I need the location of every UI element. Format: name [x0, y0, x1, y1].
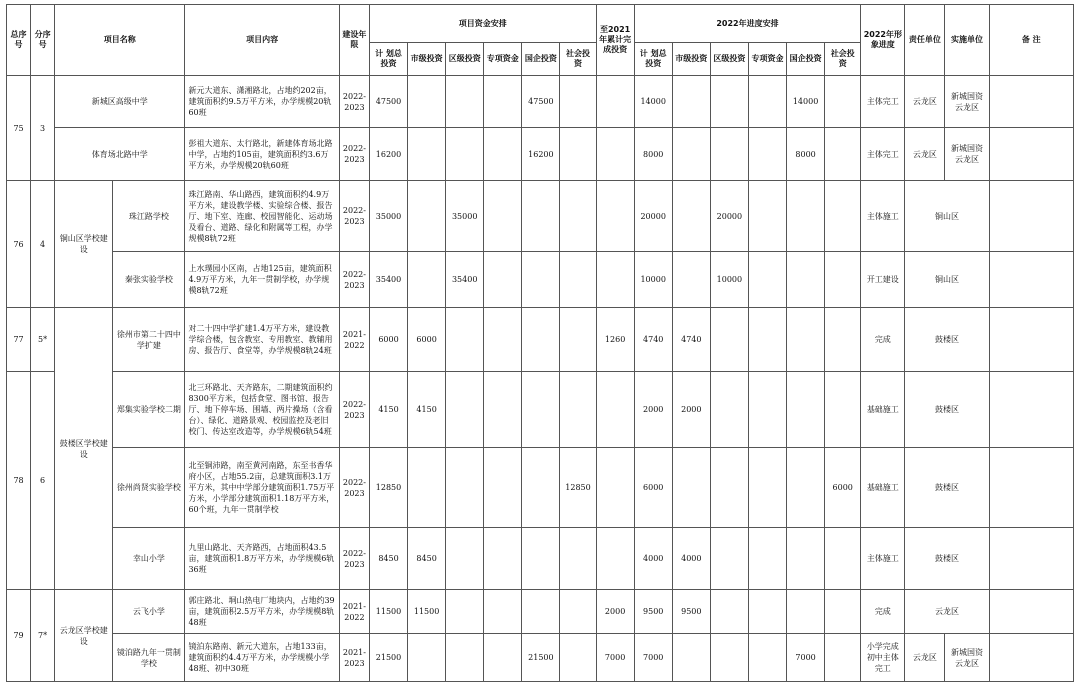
cell-city-invest-2022 [672, 76, 710, 128]
cell-project-name: 徐州尚贤实验学校 [113, 448, 185, 528]
cell-plan-total-2022: 7000 [634, 634, 672, 682]
cell-special-funds [484, 448, 522, 528]
cell-special-funds [484, 252, 522, 308]
cell-total-seq: 79 [7, 590, 31, 682]
cell-responsible-unit: 云龙区 [905, 128, 945, 181]
cell-project-content: 九里山路北、天齐路西，占地面积43.5亩，建筑面积1.8万平方米，办学规模6轨36班 [185, 528, 339, 590]
cell-progress: 基础施工 [861, 448, 905, 528]
cell-state-invest [522, 372, 560, 448]
cell-plan-total-2022: 8000 [634, 128, 672, 181]
cell-remarks [989, 634, 1073, 682]
cell-plan-total: 12850 [369, 448, 407, 528]
cell-cumulative-2021 [596, 448, 634, 528]
cell-project-name: 体育场北路中学 [55, 128, 185, 181]
cell-state-invest [522, 590, 560, 634]
cell-special-funds [484, 590, 522, 634]
cell-unit: 鼓楼区 [905, 448, 989, 528]
cell-progress: 基础施工 [861, 372, 905, 448]
cell-progress: 主体完工 [861, 76, 905, 128]
cell-remarks [989, 372, 1073, 448]
cell-remarks [989, 128, 1073, 181]
cell-district-invest [446, 308, 484, 372]
cell-remarks [989, 181, 1073, 252]
cell-cumulative-2021: 1260 [596, 308, 634, 372]
project-table [6, 4, 1074, 682]
cell-state-invest [522, 448, 560, 528]
cell-sub-seq: 5* [31, 308, 55, 372]
header-plan-total: 计 划总投资 [369, 43, 407, 76]
cell-cumulative-2021 [596, 528, 634, 590]
header-city-invest-2022: 市级投资 [672, 43, 710, 76]
cell-build-years: 2022-2023 [339, 448, 369, 528]
cell-state-invest-2022: 14000 [787, 76, 825, 128]
cell-project-name: 郑集实验学校二期 [113, 372, 185, 448]
cell-unit: 云龙区 [905, 590, 989, 634]
cell-social-invest [560, 181, 596, 252]
header-funding-group: 项目资金安排 [369, 5, 596, 43]
table-row [7, 528, 1074, 590]
table-row [7, 308, 1074, 372]
cell-social-invest-2022 [825, 634, 861, 682]
cell-state-invest [522, 308, 560, 372]
cell-build-years: 2022-2023 [339, 76, 369, 128]
cell-special-funds-2022 [748, 76, 786, 128]
cell-state-invest: 16200 [522, 128, 560, 181]
cell-social-invest [560, 590, 596, 634]
cell-project-name: 新城区高级中学 [55, 76, 185, 128]
cell-social-invest-2022 [825, 372, 861, 448]
cell-social-invest-2022 [825, 76, 861, 128]
cell-build-years: 2021-2022 [339, 308, 369, 372]
cell-project-content: 彭祖大道东、太行路北，新建体育场北路中学，占地约105亩，建筑面积约3.6万平方米，办学规模20轨60班 [185, 128, 339, 181]
cell-social-invest-2022 [825, 128, 861, 181]
cell-state-invest [522, 252, 560, 308]
cell-plan-total: 21500 [369, 634, 407, 682]
cell-social-invest-2022 [825, 308, 861, 372]
table-row [7, 128, 1074, 181]
cell-build-years: 2021-2023 [339, 634, 369, 682]
cell-progress: 完成 [861, 308, 905, 372]
cell-cumulative-2021 [596, 76, 634, 128]
cell-unit: 鼓楼区 [905, 372, 989, 448]
cell-social-invest-2022 [825, 590, 861, 634]
cell-sub-seq: 6 [31, 372, 55, 590]
cell-unit: 铜山区 [905, 252, 989, 308]
cell-project-content: 北三环路北、天齐路东，二期建筑面积约8300平方米，包括食堂、图书馆、报告厅、地下停车场、围墙、两片操场（含看台）、绿化、道路景观、校园监控及老旧校门、传达室改造等，办学规模6轨54班 [185, 372, 339, 448]
cell-social-invest-2022: 6000 [825, 448, 861, 528]
cell-special-funds [484, 528, 522, 590]
header-special-funds: 专项资金 [484, 43, 522, 76]
cell-total-seq: 77 [7, 308, 31, 372]
cell-project-content: 对二十四中学扩建1.4万平方米，建设教学综合楼，包含教室、专用教室、教辅用房、报告厅、食堂等，办学规模8轨24班 [185, 308, 339, 372]
cell-special-funds-2022 [748, 128, 786, 181]
header-plan-total-2022: 计 划总投资 [634, 43, 672, 76]
cell-progress: 开工建设 [861, 252, 905, 308]
cell-special-funds-2022 [748, 308, 786, 372]
cell-district-invest-2022: 20000 [710, 181, 748, 252]
cell-total-seq: 75 [7, 76, 31, 181]
cell-social-invest-2022 [825, 181, 861, 252]
cell-plan-total-2022: 2000 [634, 372, 672, 448]
cell-implementing-unit: 新城国资云龙区 [945, 128, 989, 181]
table-row [7, 590, 1074, 634]
table-row [7, 448, 1074, 528]
cell-city-invest-2022 [672, 448, 710, 528]
header-district-invest: 区级投资 [446, 43, 484, 76]
header-progress-image: 2022年形象进度 [861, 5, 905, 76]
cell-build-years: 2022-2023 [339, 528, 369, 590]
cell-special-funds [484, 128, 522, 181]
cell-social-invest [560, 128, 596, 181]
cell-city-invest [408, 448, 446, 528]
cell-plan-total-2022: 14000 [634, 76, 672, 128]
cell-state-invest: 21500 [522, 634, 560, 682]
cell-project-name: 珠江路学校 [113, 181, 185, 252]
cell-responsible-unit: 云龙区 [905, 76, 945, 128]
cell-sub-seq: 4 [31, 181, 55, 308]
cell-city-invest-2022: 2000 [672, 372, 710, 448]
table-row [7, 181, 1074, 252]
cell-district-invest-2022 [710, 634, 748, 682]
cell-project-content: 新元大道东、潇湘路北，占地约202亩，建筑面积约9.5万平方米，办学规模20轨60班 [185, 76, 339, 128]
cell-district-invest [446, 76, 484, 128]
cell-build-years: 2022-2023 [339, 128, 369, 181]
cell-district-invest [446, 634, 484, 682]
header-build-years: 建设年限 [339, 5, 369, 76]
cell-build-years: 2022-2023 [339, 181, 369, 252]
cell-project-content: 镜泊东路南、新元大道东，占地133亩，建筑面积约4.4万平方米，办学规模小学48班、初中30班 [185, 634, 339, 682]
cell-special-funds-2022 [748, 252, 786, 308]
cell-plan-total: 4150 [369, 372, 407, 448]
cell-project-name: 云飞小学 [113, 590, 185, 634]
cell-plan-total: 16200 [369, 128, 407, 181]
cell-plan-total: 47500 [369, 76, 407, 128]
cell-city-invest-2022: 9500 [672, 590, 710, 634]
cell-responsible-unit: 云龙区 [905, 634, 945, 682]
cell-special-funds-2022 [748, 590, 786, 634]
header-project-content: 项目内容 [185, 5, 339, 76]
cell-total-seq: 78 [7, 372, 31, 590]
cell-plan-total-2022: 6000 [634, 448, 672, 528]
cell-special-funds-2022 [748, 181, 786, 252]
cell-state-invest-2022 [787, 372, 825, 448]
cell-special-funds-2022 [748, 448, 786, 528]
table-row [7, 252, 1074, 308]
cell-total-seq: 76 [7, 181, 31, 308]
cell-district-invest-2022 [710, 76, 748, 128]
cell-social-invest [560, 76, 596, 128]
cell-city-invest-2022: 4740 [672, 308, 710, 372]
cell-city-invest-2022: 4000 [672, 528, 710, 590]
cell-district-invest-2022 [710, 128, 748, 181]
cell-district-invest-2022 [710, 528, 748, 590]
header-special-funds-2022: 专项资金 [748, 43, 786, 76]
cell-social-invest [560, 308, 596, 372]
cell-remarks [989, 590, 1073, 634]
cell-unit: 鼓楼区 [905, 308, 989, 372]
header-district-invest-2022: 区级投资 [710, 43, 748, 76]
cell-state-invest-2022 [787, 590, 825, 634]
cell-special-funds [484, 634, 522, 682]
cell-special-funds-2022 [748, 528, 786, 590]
cell-project-content: 珠江路南、华山路西，建筑面积约4.9万平方米，建设教学楼、实验综合楼、报告厅、地下室、连廊、校园智能化、运动场及看台、道路、绿化和附属等工程，办学规模8轨72班 [185, 181, 339, 252]
cell-special-funds [484, 181, 522, 252]
cell-progress: 主体完工 [861, 128, 905, 181]
header-project-name: 项目名称 [55, 5, 185, 76]
table-row [7, 372, 1074, 448]
cell-implementing-unit: 新城国资云龙区 [945, 634, 989, 682]
cell-special-funds [484, 76, 522, 128]
cell-remarks [989, 308, 1073, 372]
cell-progress: 小学完成初中主体完工 [861, 634, 905, 682]
cell-district-invest-2022 [710, 308, 748, 372]
cell-city-invest: 6000 [408, 308, 446, 372]
cell-social-invest [560, 252, 596, 308]
cell-build-years: 2022-2023 [339, 372, 369, 448]
cell-city-invest [408, 181, 446, 252]
cell-social-invest [560, 372, 596, 448]
cell-district-invest-2022 [710, 590, 748, 634]
cell-project-content: 郭庄路北、垌山热电厂地块内，占地约39亩，建筑面积2.5万平方米，办学规模8轨48班 [185, 590, 339, 634]
cell-cumulative-2021 [596, 181, 634, 252]
cell-unit: 鼓楼区 [905, 528, 989, 590]
cell-cumulative-2021: 7000 [596, 634, 634, 682]
cell-district-invest [446, 372, 484, 448]
cell-progress: 主体施工 [861, 528, 905, 590]
cell-district-invest: 35400 [446, 252, 484, 308]
cell-progress: 主体施工 [861, 181, 905, 252]
group-label-tongshan: 铜山区学校建设 [55, 181, 113, 308]
cell-sub-seq: 7* [31, 590, 55, 682]
cell-project-name: 徐州市第二十四中学扩建 [113, 308, 185, 372]
cell-plan-total: 6000 [369, 308, 407, 372]
cell-remarks [989, 528, 1073, 590]
cell-district-invest [446, 528, 484, 590]
cell-project-name: 秦张实验学校 [113, 252, 185, 308]
header-city-invest: 市级投资 [408, 43, 446, 76]
table-row [7, 634, 1074, 682]
header-social-invest-2022: 社会投资 [825, 43, 861, 76]
header-state-invest-2022: 国企投资 [787, 43, 825, 76]
cell-implementing-unit: 新城国资云龙区 [945, 76, 989, 128]
cell-special-funds [484, 308, 522, 372]
header-social-invest: 社会投资 [560, 43, 596, 76]
cell-district-invest-2022 [710, 448, 748, 528]
cell-remarks [989, 76, 1073, 128]
header-cumulative-2021: 至2021年累计完成投资 [596, 5, 634, 76]
cell-plan-total-2022: 4000 [634, 528, 672, 590]
table-row [7, 76, 1074, 128]
header-progress-2022-group: 2022年进度安排 [634, 5, 861, 43]
cell-plan-total-2022: 20000 [634, 181, 672, 252]
cell-cumulative-2021 [596, 372, 634, 448]
cell-district-invest-2022 [710, 372, 748, 448]
cell-special-funds-2022 [748, 634, 786, 682]
cell-state-invest-2022 [787, 181, 825, 252]
cell-build-years: 2022-2023 [339, 252, 369, 308]
header-total-seq: 总序号 [7, 5, 31, 76]
cell-state-invest-2022: 7000 [787, 634, 825, 682]
cell-state-invest [522, 181, 560, 252]
cell-plan-total-2022: 4740 [634, 308, 672, 372]
header-state-invest: 国企投资 [522, 43, 560, 76]
header-sub-seq: 分序号 [31, 5, 55, 76]
cell-district-invest: 35000 [446, 181, 484, 252]
header-remarks: 备 注 [989, 5, 1073, 76]
cell-state-invest-2022 [787, 252, 825, 308]
cell-social-invest [560, 634, 596, 682]
cell-build-years: 2021-2022 [339, 590, 369, 634]
cell-cumulative-2021 [596, 252, 634, 308]
cell-city-invest: 11500 [408, 590, 446, 634]
cell-state-invest-2022 [787, 528, 825, 590]
cell-city-invest: 8450 [408, 528, 446, 590]
cell-state-invest-2022 [787, 308, 825, 372]
cell-city-invest-2022 [672, 634, 710, 682]
cell-city-invest-2022 [672, 252, 710, 308]
cell-city-invest-2022 [672, 128, 710, 181]
cell-city-invest [408, 76, 446, 128]
cell-state-invest-2022 [787, 448, 825, 528]
cell-state-invest-2022: 8000 [787, 128, 825, 181]
cell-social-invest [560, 528, 596, 590]
cell-project-name: 幸山小学 [113, 528, 185, 590]
cell-district-invest [446, 448, 484, 528]
cell-sub-seq: 3 [31, 76, 55, 181]
cell-district-invest-2022: 10000 [710, 252, 748, 308]
cell-cumulative-2021 [596, 128, 634, 181]
cell-plan-total: 35000 [369, 181, 407, 252]
cell-social-invest-2022 [825, 528, 861, 590]
cell-project-content: 上水璞园小区南，占地125亩，建筑面积4.9万平方米，九年一贯制学校，办学规模8轨72班 [185, 252, 339, 308]
cell-city-invest: 4150 [408, 372, 446, 448]
cell-unit: 铜山区 [905, 181, 989, 252]
cell-plan-total-2022: 10000 [634, 252, 672, 308]
cell-special-funds [484, 372, 522, 448]
cell-city-invest [408, 634, 446, 682]
cell-state-invest: 47500 [522, 76, 560, 128]
group-label-yunlong: 云龙区学校建设 [55, 590, 113, 682]
cell-plan-total: 35400 [369, 252, 407, 308]
cell-plan-total: 11500 [369, 590, 407, 634]
cell-city-invest-2022 [672, 181, 710, 252]
cell-special-funds-2022 [748, 372, 786, 448]
cell-city-invest [408, 252, 446, 308]
cell-district-invest [446, 128, 484, 181]
cell-progress: 完成 [861, 590, 905, 634]
header-implementing-unit: 实施单位 [945, 5, 989, 76]
cell-state-invest [522, 528, 560, 590]
cell-cumulative-2021: 2000 [596, 590, 634, 634]
cell-plan-total-2022: 9500 [634, 590, 672, 634]
group-label-gulou: 鼓楼区学校建设 [55, 308, 113, 590]
cell-district-invest [446, 590, 484, 634]
cell-project-content: 北至铜沛路，南至黄河南路，东至书香华府小区，占地55.2亩，总建筑面积3.1万平方米，其中中学部分建筑面积1.75万平方米，小学部分建筑面积1.18万平方米，60个班，九年一贯制学校 [185, 448, 339, 528]
cell-city-invest [408, 128, 446, 181]
cell-project-name: 镜泊路九年一贯制学校 [113, 634, 185, 682]
cell-remarks [989, 448, 1073, 528]
cell-plan-total: 8450 [369, 528, 407, 590]
header-responsible-unit: 责任单位 [905, 5, 945, 76]
cell-remarks [989, 252, 1073, 308]
cell-social-invest-2022 [825, 252, 861, 308]
cell-social-invest: 12850 [560, 448, 596, 528]
